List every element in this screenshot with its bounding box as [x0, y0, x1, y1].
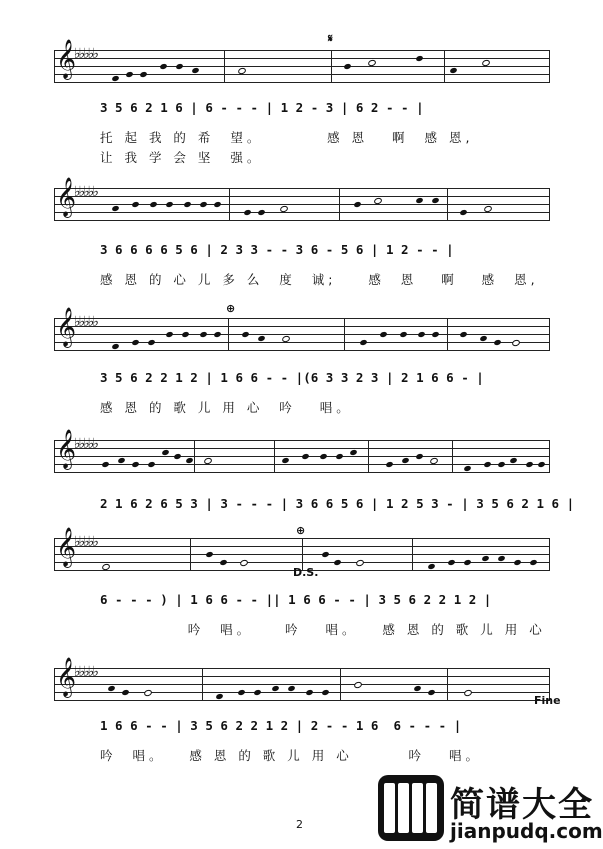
fine-marking: Fine	[534, 694, 561, 707]
lyric-line-1: 吟 唱。 感 恩 的 歌 儿 用 心 吟 唱。	[100, 748, 482, 763]
key-signature: ♭♭♭♭♭	[74, 184, 98, 200]
jianpu-line: 2 1 6 2 6 5 3 | 3 - - - | 3 6 6 5 6 | 1 2 5 3 - | 3 5 6 2 1 6 |	[100, 496, 575, 511]
staff	[54, 429, 550, 472]
staff	[54, 39, 550, 82]
logo-title: 简谱大全	[450, 785, 594, 825]
key-signature: ♭♭♭♭♭	[74, 664, 98, 680]
key-signature: ♭♭♭♭♭	[74, 314, 98, 330]
staff	[54, 307, 550, 350]
key-signature: ♭♭♭♭♭	[74, 46, 98, 62]
jianpu-line: 1 6 6 - - | 3 5 6 2 2 1 2 | 2 - - 1 6 6 - - - |	[100, 718, 462, 733]
treble-clef-icon: 𝄞	[56, 657, 77, 697]
staff	[54, 657, 550, 700]
lyric-line-1: 吟 唱。 吟 唱。 感 恩 的 歌 儿 用 心	[100, 622, 546, 637]
lyric-line-1: 感 恩 的 歌 儿 用 心 吟 唱。	[100, 400, 353, 415]
jianpu-line: 3 5 6 2 2 1 2 | 1 6 6 - - |(6 3 3 2 3 | 2 1 6 6 - |	[100, 370, 484, 385]
treble-clef-icon: 𝄞	[56, 429, 77, 469]
jianpu-line: 3 6 6 6 6 5 6 | 2 3 3 - - 3 6 - 5 6 | 1 2 - - |	[100, 242, 454, 257]
lyric-line-2: 让 我 学 会 坚 强。	[100, 150, 264, 165]
logo-url: jianpudq.com	[450, 819, 603, 843]
treble-clef-icon: 𝄞	[56, 177, 77, 217]
lyric-line-1: 感 恩 的 心 儿 多 么 度 诚; 感 恩 啊 感 恩,	[100, 272, 539, 287]
staff	[54, 177, 550, 220]
jianpu-line: 3 5 6 2 1 6 | 6 - - - | 1 2 - 3 | 6 2 - - |	[100, 100, 424, 115]
coda-icon: ⊕	[226, 302, 236, 315]
treble-clef-icon: 𝄞	[56, 39, 77, 79]
piano-icon	[378, 775, 444, 841]
coda-icon: ⊕	[296, 524, 306, 537]
key-signature: ♭♭♭♭♭	[74, 436, 98, 452]
site-logo	[378, 775, 603, 849]
jianpu-line: 6 - - - ) | 1 6 6 - - || 1 6 6 - - | 3 5 6 2 2 1 2 |	[100, 592, 492, 607]
ds-marking: D.S.	[293, 566, 319, 579]
page-number: 2	[296, 818, 303, 831]
treble-clef-icon: 𝄞	[56, 307, 77, 347]
lyric-line-1: 托 起 我 的 希 望。 感 恩 啊 感 恩,	[100, 130, 474, 145]
segno-icon: 𝄋	[328, 32, 333, 45]
treble-clef-icon: 𝄞	[56, 527, 77, 567]
key-signature: ♭♭♭♭♭	[74, 534, 98, 550]
